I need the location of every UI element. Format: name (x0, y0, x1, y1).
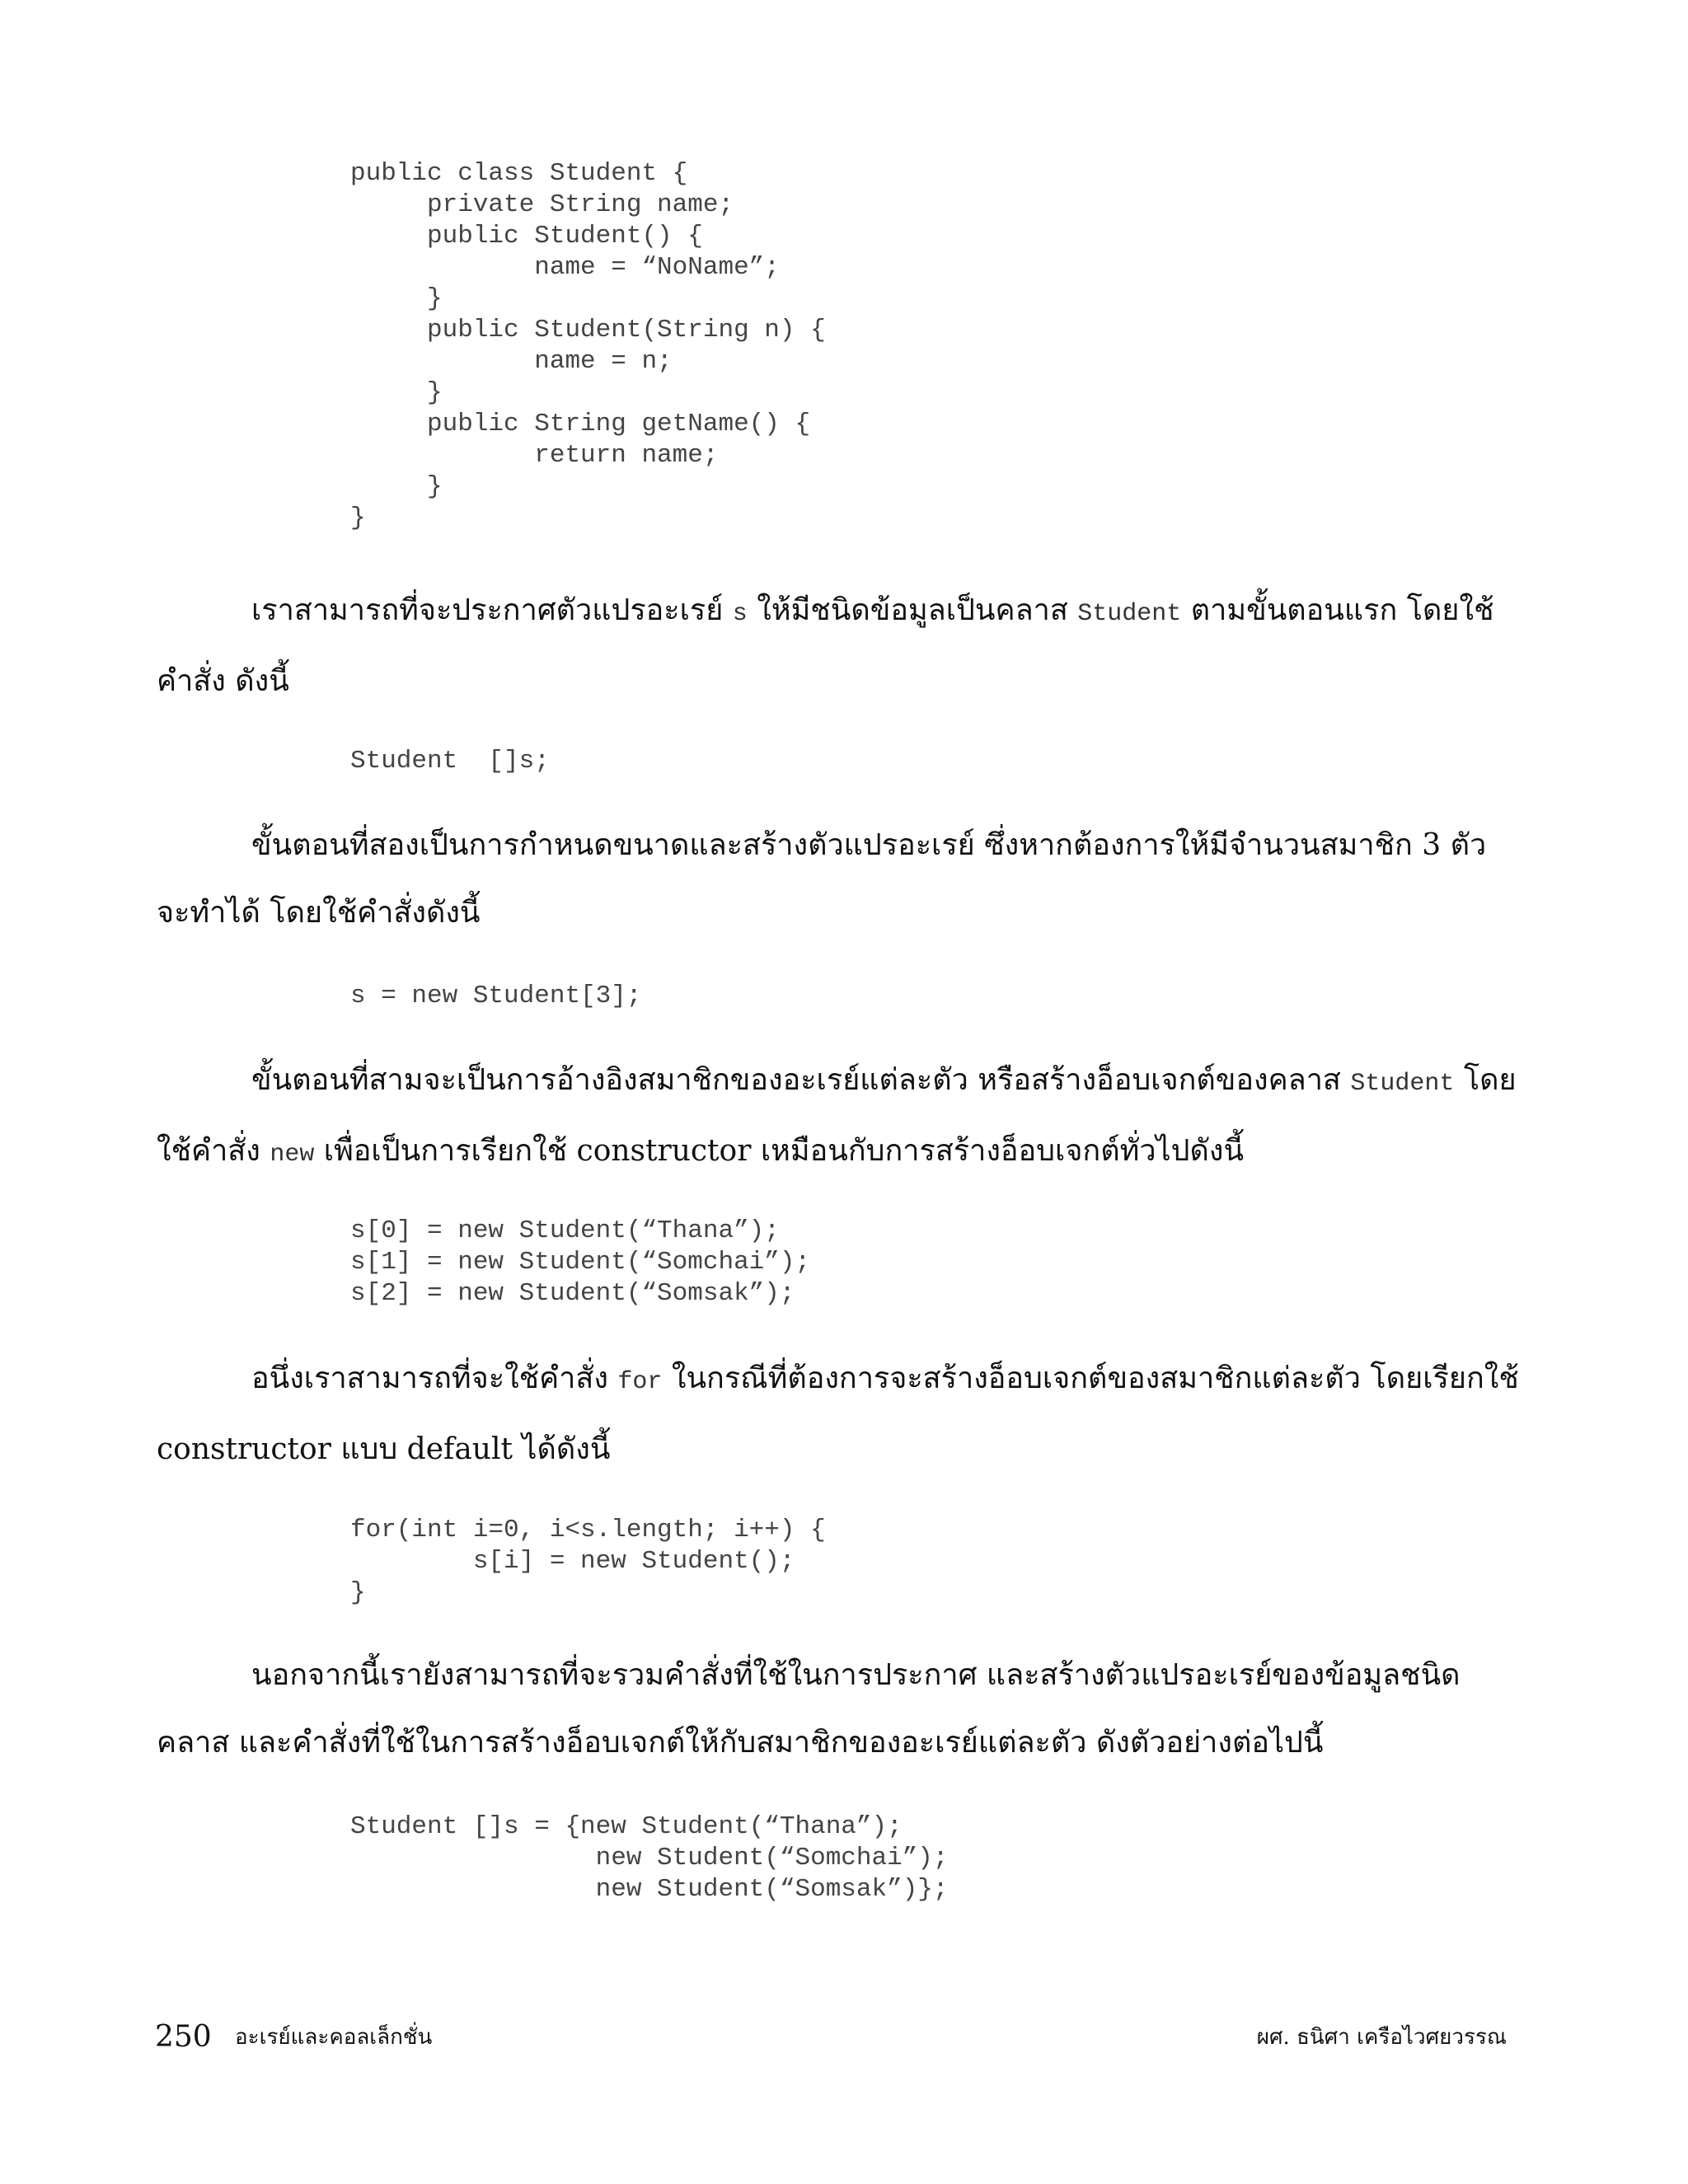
paragraph-text: อนึ่งเราสามารถที่จะใช้คำสั่ง (251, 1361, 618, 1395)
paragraph-declare-array (157, 577, 1525, 715)
inline-code-student: Student (1350, 1070, 1455, 1098)
paragraph-assign-elements (157, 1047, 1525, 1188)
paragraph-text: เราสามารถที่จะประกาศตัวแปรอะเรย์ (251, 593, 733, 627)
paragraph-text: ในกรณีที่ต้องการจะสร้างอ็อบเจกต์ของสมาชิกแต่ละตัว โดยเรียกใช้ constructor แบบ default ได้ดังนี้ (157, 1361, 1519, 1466)
code-block-declare: Student []s; (350, 747, 550, 776)
paragraph-combined-init (157, 1642, 1525, 1777)
page-number: 250 (155, 2020, 212, 2054)
inline-code-for: for (617, 1368, 663, 1396)
paragraph-text: ขั้นตอนที่สองเป็นการกำหนดขนาดและสร้างตัวแปรอะเรย์ ซึ่งหากต้องการให้มีจำนวนสมาชิก 3 ตัว จะทำได้ โดยใช้คำสั่งดังนี้ (157, 828, 1487, 930)
author-name: ผศ. ธนิศา เครือไวศยวรรณ (1256, 2025, 1507, 2050)
paragraph-text: โดยใช้คำสั่ง (157, 1063, 1517, 1168)
inline-code-student: Student (1077, 600, 1182, 628)
paragraph-for-loop (157, 1345, 1525, 1483)
paragraph-text: ตามขั้นตอนแรก โดยใช้คำสั่ง ดังนี้ (157, 593, 1494, 698)
code-block-assign: s[0] = new Student(“Thana”); s[1] = new Student(“Somchai”); s[2] = new Student(“Somsak”); (350, 1216, 811, 1308)
paragraph-text: ขั้นตอนที่สามจะเป็นการอ้างอิงสมาชิกของอะเรย์แต่ละตัว หรือสร้างอ็อบเจกต์ของคลาส (251, 1063, 1351, 1097)
inline-code-new: new (270, 1141, 315, 1169)
paragraph-text: นอกจากนี้เรายังสามารถที่จะรวมคำสั่งที่ใช้ในการประกาศ และสร้างตัวแปรอะเรย์ของข้อมูลชนิดคลาส และคำสั่งที่ใช้ในการสร้างอ็อบเจกต์ให้กับสมาชิกของอะเรย์แต่ละตัว ดังตัวอย่างต่อไปนี้ (157, 1658, 1461, 1760)
code-block-student-class: public class Student { private String name; public Student() { name = “NoName”; } public Student(String n) { name = n; } public String getName() { return name; } } (350, 159, 826, 532)
code-block-allocate: s = new Student[3]; (350, 982, 642, 1010)
paragraph-text: ให้มีชนิดข้อมูลเป็นคลาส (747, 593, 1078, 627)
code-block-for-loop: for(int i=0, i<s.length; i++) { s[i] = new Student(); } (350, 1516, 826, 1607)
paragraph-allocate-array (157, 812, 1525, 947)
chapter-title: อะเรย์และคอลเล็กชั่น (235, 2025, 433, 2050)
inline-code-s: s (732, 600, 748, 628)
code-block-initializer: Student []s = {new Student(“Thana”); new Student(“Somchai”); new Student(“Somsak”)}; (350, 1812, 949, 1904)
paragraph-text: เพื่อเป็นการเรียกใช้ constructor เหมือนกับการสร้างอ็อบเจกต์ทั่วไปดังนี้ (314, 1134, 1245, 1168)
